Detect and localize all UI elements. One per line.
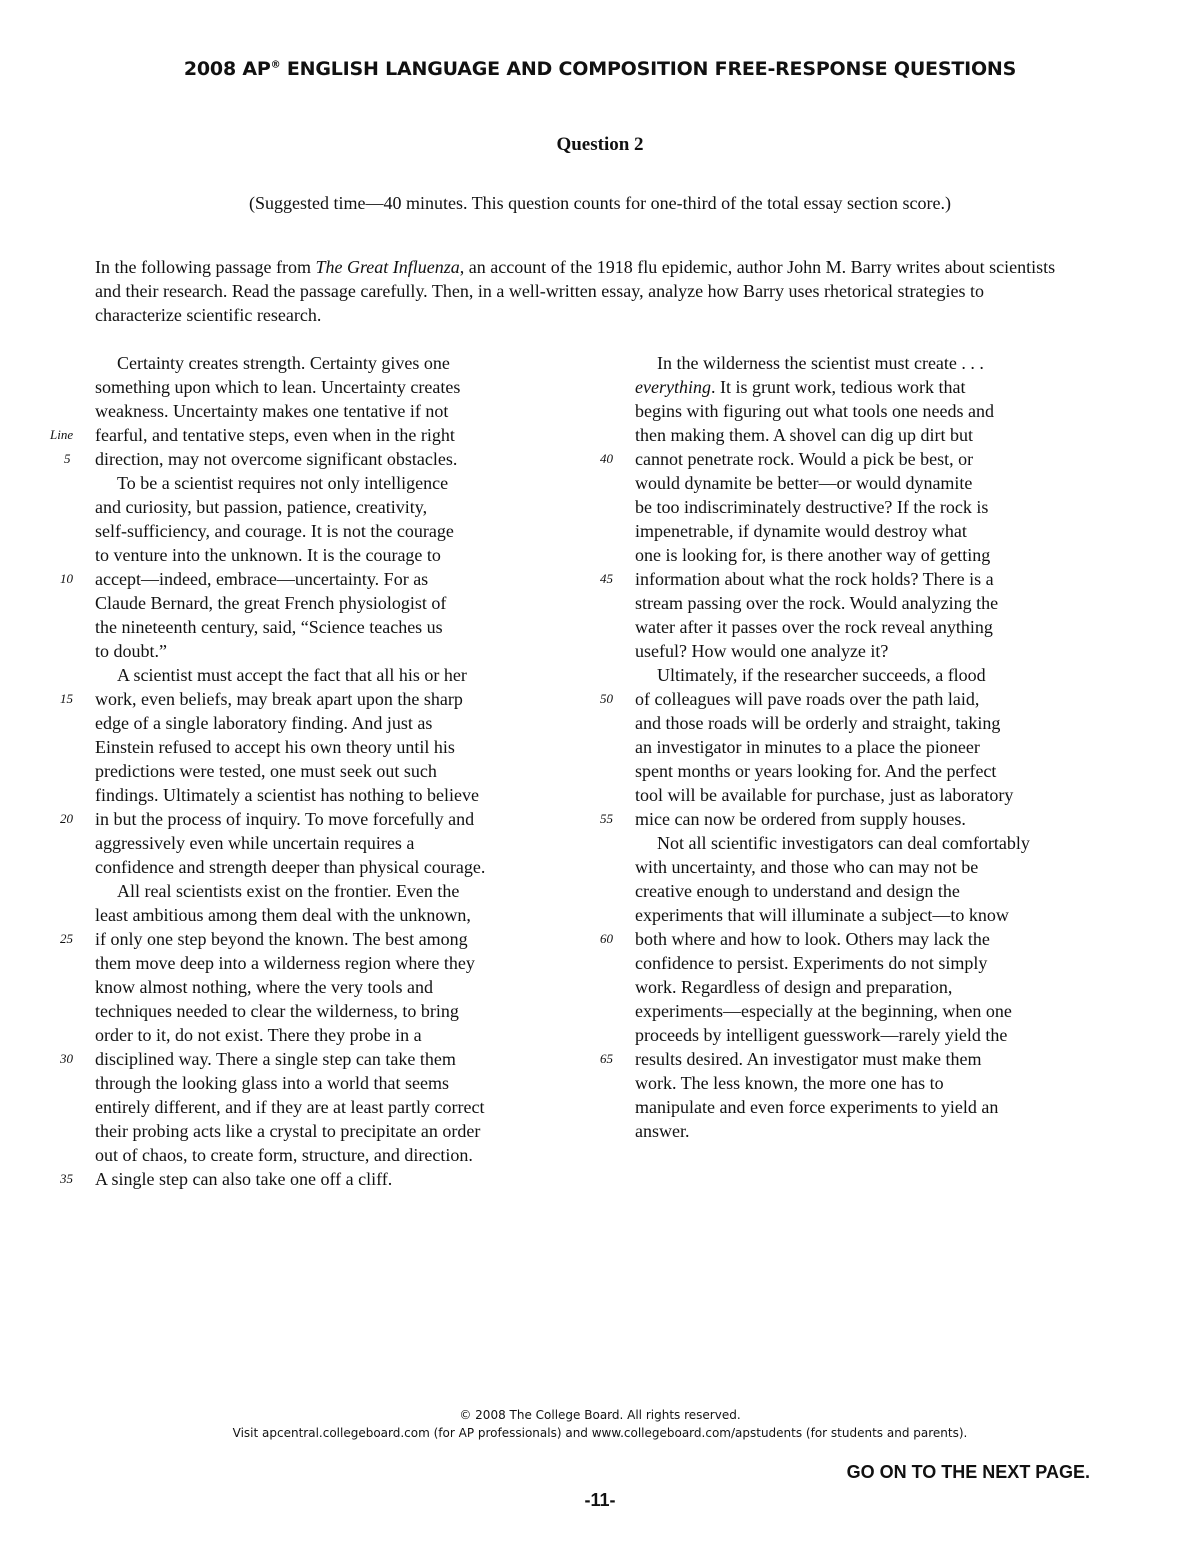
passage-line: of colleagues will pave roads over the path laid, [635, 689, 980, 709]
book-title: The Great Influenza [315, 257, 460, 277]
passage-line: work. Regardless of design and preparation, [635, 977, 953, 997]
passage-line: All real scientists exist on the frontier. Even the [117, 881, 460, 901]
passage-line: answer. [635, 1121, 690, 1141]
time-note: (Suggested time—40 minutes. This question counts for one-third of the total essay section score.) [248, 193, 952, 213]
passage-line: and those roads will be orderly and straight, taking [635, 713, 1001, 733]
passage-line: tool will be available for purchase, just as laboratory [635, 785, 1014, 805]
passage-line: In the wilderness the scientist must create . . . [657, 353, 984, 373]
question-title: Question 2 [556, 134, 644, 155]
page-number: -11- [584, 1490, 616, 1510]
passage-line: stream passing over the rock. Would analyzing the [635, 593, 999, 613]
page-header [0, 58, 1200, 80]
line-number: 60 [600, 931, 613, 946]
intro-text-1: In the following passage from [95, 257, 316, 277]
passage-line [635, 375, 1115, 399]
passage-line: creative enough to understand and design the [635, 881, 960, 901]
passage-line: in but the process of inquiry. To move forcefully and [95, 809, 475, 829]
passage-line: out of chaos, to create form, structure, and direction. [95, 1145, 473, 1165]
passage-line: manipulate and even force experiments to yield an [635, 1097, 999, 1117]
passage-line: disciplined way. There a single step can take them [95, 1049, 456, 1069]
passage-line: Not all scientific investigators can deal comfortably [657, 833, 1030, 853]
passage-line: know almost nothing, where the very tools and [95, 977, 433, 997]
passage-line: aggressively even while uncertain requires a [95, 833, 415, 853]
passage-line: work. The less known, the more one has to [635, 1073, 944, 1093]
header-title-pre: 2008 AP [183, 58, 271, 80]
registered-mark: ® [270, 59, 281, 71]
passage-line: their probing acts like a crystal to precipitate an order [95, 1121, 481, 1141]
passage-line: experiments that will illuminate a subject—to know [635, 905, 1009, 925]
passage-line: information about what the rock holds? There is a [635, 569, 994, 589]
passage-line: something upon which to lean. Uncertainty creates [95, 377, 461, 397]
passage-line: would dynamite be better—or would dynamite [635, 473, 973, 493]
emphasis-word: everything [635, 377, 711, 397]
passage-line: fearful, and tentative steps, even when in the right [95, 425, 455, 445]
passage-right-column [635, 351, 1115, 1143]
passage-line: A scientist must accept the fact that all his or her [117, 665, 467, 685]
line-number: 40 [600, 451, 613, 466]
passage-line: direction, may not overcome significant obstacles. [95, 449, 458, 469]
passage-line-text: . It is grunt work, tedious work that [710, 377, 966, 397]
passage-line: then making them. A shovel can dig up dirt but [635, 425, 973, 445]
passage-line: spent months or years looking for. And the perfect [635, 761, 997, 781]
passage-line: an investigator in minutes to a place the pioneer [635, 737, 980, 757]
passage-line: weakness. Uncertainty makes one tentative if not [95, 401, 449, 421]
passage-line: be too indiscriminately destructive? If the rock is [635, 497, 989, 517]
passage-line: Claude Bernard, the great French physiologist of [95, 593, 447, 613]
passage-line: useful? How would one analyze it? [635, 641, 889, 661]
passage-line: To be a scientist requires not only intelligence [117, 473, 449, 493]
passage-line: Ultimately, if the researcher succeeds, a flood [657, 665, 986, 685]
copyright-line: © 2008 The College Board. All rights reserved. [459, 1408, 741, 1422]
passage-line: them move deep into a wilderness region where they [95, 953, 475, 973]
line-label: Line [50, 427, 74, 442]
intro-text-2: , an account of the 1918 flu epidemic, author John M. Barry writes about scientists and their research. Read the passage carefully. Then, in a well-written essay, analyze how Barry uses rhetorical strategies to characterize scientific research. [95, 257, 1056, 325]
passage-line: order to it, do not exist. There they probe in a [95, 1025, 422, 1045]
passage-line: mice can now be ordered from supply houses. [635, 809, 966, 829]
passage-line: proceeds by intelligent guesswork—rarely yield the [635, 1025, 1008, 1045]
visit-line: Visit apcentral.collegeboard.com (for AP professionals) and www.collegeboard.com/apstudents (for students and parents). [232, 1426, 968, 1440]
passage-line: confidence to persist. Experiments do not simply [635, 953, 988, 973]
passage-line: if only one step beyond the known. The best among [95, 929, 468, 949]
passage-line: self-sufficiency, and courage. It is not the courage [95, 521, 454, 541]
passage-line: work, even beliefs, may break apart upon the sharp [95, 689, 463, 709]
passage-line: cannot penetrate rock. Would a pick be best, or [635, 449, 974, 469]
line-number: 50 [600, 691, 613, 706]
line-number: 20 [60, 811, 73, 826]
passage-line: confidence and strength deeper than physical courage. [95, 857, 486, 877]
passage-line: results desired. An investigator must make them [635, 1049, 982, 1069]
passage-line: to venture into the unknown. It is the courage to [95, 545, 441, 565]
line-number: 25 [60, 931, 73, 946]
line-number: 65 [600, 1051, 613, 1066]
passage-line: through the looking glass into a world that seems [95, 1073, 449, 1093]
next-page-note: GO ON TO THE NEXT PAGE. [846, 1462, 1090, 1482]
passage-line: findings. Ultimately a scientist has nothing to believe [95, 785, 479, 805]
passage-line: accept—indeed, embrace—uncertainty. For as [95, 569, 429, 589]
line-number: 15 [60, 691, 73, 706]
passage-left-column [95, 351, 575, 1191]
passage-line: Certainty creates strength. Certainty gives one [117, 353, 450, 373]
passage-line: edge of a single laboratory finding. And just as [95, 713, 433, 733]
line-number: 10 [60, 571, 73, 586]
passage-line: one is looking for, is there another way of getting [635, 545, 991, 565]
passage-line: techniques needed to clear the wilderness, to bring [95, 1001, 459, 1021]
passage-line: entirely different, and if they are at least partly correct [95, 1097, 485, 1117]
line-number: 55 [600, 811, 613, 826]
passage-line: the nineteenth century, said, “Science teaches us [95, 617, 443, 637]
passage-line: to doubt.” [95, 641, 167, 661]
passage-line: A single step can also take one off a cliff. [95, 1169, 393, 1189]
passage-line: experiments—especially at the beginning, when one [635, 1001, 1012, 1021]
line-number: 30 [60, 1051, 73, 1066]
line-number: 35 [60, 1171, 73, 1186]
copyright-notice [0, 1406, 1200, 1442]
question-intro [95, 255, 1075, 327]
header-title-post: ENGLISH LANGUAGE AND COMPOSITION FREE-RESPONSE QUESTIONS [280, 58, 1017, 80]
passage-line: and curiosity, but passion, patience, creativity, [95, 497, 428, 517]
passage-line: water after it passes over the rock reveal anything [635, 617, 993, 637]
passage-line: with uncertainty, and those who can may not be [635, 857, 979, 877]
passage-line: begins with figuring out what tools one needs and [635, 401, 994, 421]
line-number: 5 [64, 451, 71, 466]
passage-line: least ambitious among them deal with the unknown, [95, 905, 471, 925]
passage-line: Einstein refused to accept his own theory until his [95, 737, 455, 757]
passage-line: predictions were tested, one must seek out such [95, 761, 437, 781]
passage-line: impenetrable, if dynamite would destroy what [635, 521, 967, 541]
passage-line: both where and how to look. Others may lack the [635, 929, 990, 949]
line-number: 45 [600, 571, 613, 586]
